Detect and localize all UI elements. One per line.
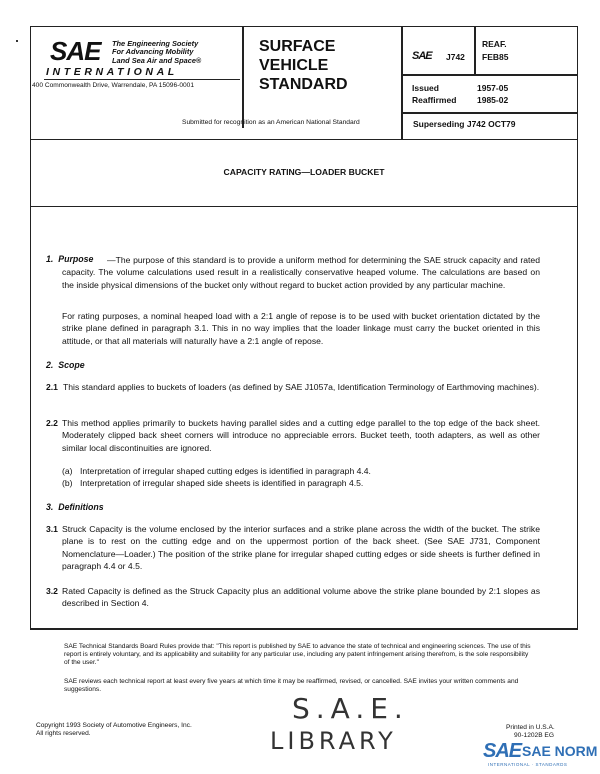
rights-reserved: All rights reserved. <box>36 730 91 737</box>
address: 400 Commonwealth Drive, Warrendale, PA 15096-0001 <box>32 82 194 89</box>
reaffirmed-label: Reaffirmed <box>412 95 457 105</box>
superseding: Superseding J742 OCT79 <box>413 119 516 129</box>
issued-label: Issued <box>412 83 439 93</box>
submitted-note: Submitted for recognition as an American National Standard <box>182 119 360 126</box>
para-2-2-a-label: (a) <box>62 466 73 476</box>
board-rules-note: SAE Technical Standards Board Rules provide that: "This report is published by SAE to advance the state of technical and engineering sciences. The use of this report is entirely voluntary, and its applicability and suitability for any particular use, including any patent infringement arising therefrom, is the sole responsibility of the user." <box>64 643 531 666</box>
para-2-2-number: 2.2 <box>46 418 58 428</box>
reaffirmed-date: 1985-02 <box>477 95 509 105</box>
para-2-2-b: Interpretation of irregular shaped side sheets is identified in paragraph 4.5. <box>80 478 364 488</box>
para-2-1: This standard applies to buckets of loaders (as defined by SAE J1057a, Identification Terminology of Earthmoving machines). <box>63 382 540 392</box>
document-code: 90-1202B EG <box>514 732 554 739</box>
library-stamp-top: S.A.E. <box>292 692 409 725</box>
sae-logo: SAE <box>50 36 101 66</box>
document-title: CAPACITY RATING—LOADER BUCKET <box>223 167 385 177</box>
reaf-label: REAF. <box>482 39 507 49</box>
section-1-heading: 1. Purpose <box>46 254 94 264</box>
printed-in: Printed in U.S.A. <box>506 724 555 731</box>
section-2-heading: 2. Scope <box>46 360 85 370</box>
para-2-2: This method applies primarily to buckets having parallel sides and a cutting edge parallel to the top edge of the back sheet. Moderately clipped back sheet corners will introduce no appreciable errors. Bucket teeth, tooth adapters, as well as other similar local discontinuities are ignored. <box>62 418 540 453</box>
para-2-2-a: Interpretation of irregular shaped cutting edges is identified in paragraph 4.4. <box>80 466 371 476</box>
para-3-2: Rated Capacity is defined as the Struck Capacity plus an additional volume above the strike plane bounded by 2:1 slopes as described in Section 4. <box>62 586 540 609</box>
sae-norm-logo: SAE <box>483 740 522 762</box>
standard-type: SURFACE VEHICLE STANDARD <box>259 38 348 93</box>
doc-number: J742 <box>446 52 465 62</box>
purpose-paragraph: —The purpose of this standard is to provide a uniform method for determining the SAE struck capacity and rated capacity. The volume calculations used result in a realistically conservative heaped volume. The calculations are based on the inside physical dimensions of the bucket only without regard to bucket action provided by any particular machine. <box>62 255 540 290</box>
library-stamp-bottom: LIBRARY <box>270 727 397 755</box>
issued-date: 1957-05 <box>477 83 509 93</box>
para-2-2-b-label: (b) <box>62 478 73 488</box>
reaf-date: FEB85 <box>482 52 509 62</box>
doc-sae-logo: SAE <box>412 50 432 62</box>
stray-mark <box>16 40 18 42</box>
society-tagline: The Engineering Society For Advancing Mobility Land Sea Air and Space® <box>112 39 202 65</box>
review-note: SAE reviews each technical report at least every five years at which time it may be reaffirmed, revised, or cancelled. SAE invites your written comments and suggestions. <box>64 678 519 693</box>
sae-norm-text: SAE NORM <box>522 743 598 759</box>
purpose-paragraph-2: For rating purposes, a nominal heaped load with a 2:1 angle of repose is to be used with bucket orientation dictated by the strike plane defined in paragraph 3.1. This in no way implies that the loader linkage must carry the bucket oriented in this attitude, or that all materials will naturally have a 2:1 angle of repose. <box>62 311 540 346</box>
sae-norm-subtext: INTERNATIONAL · STANDARDS <box>488 762 568 767</box>
para-3-1-number: 3.1 <box>46 524 58 534</box>
section-3-heading: 3. Definitions <box>46 502 104 512</box>
copyright: Copyright 1993 Society of Automotive Engineers, Inc. <box>36 722 192 729</box>
para-3-2-number: 3.2 <box>46 586 58 596</box>
para-3-1: Struck Capacity is the volume enclosed by the interior surfaces and a strike plane across the width of the bucket. The strike plane is to rest on the cutting edge and on the uppermost portion of the back sheet. (See SAE J731, Component Nomenclature—Loader.) The position of the strike plane for irregular shaped cutting edges or side sheets is further defined in paragraph 4.4 or 4.5. <box>62 524 540 571</box>
international-label: INTERNATIONAL <box>46 66 178 78</box>
para-2-1-number: 2.1 <box>46 382 58 392</box>
